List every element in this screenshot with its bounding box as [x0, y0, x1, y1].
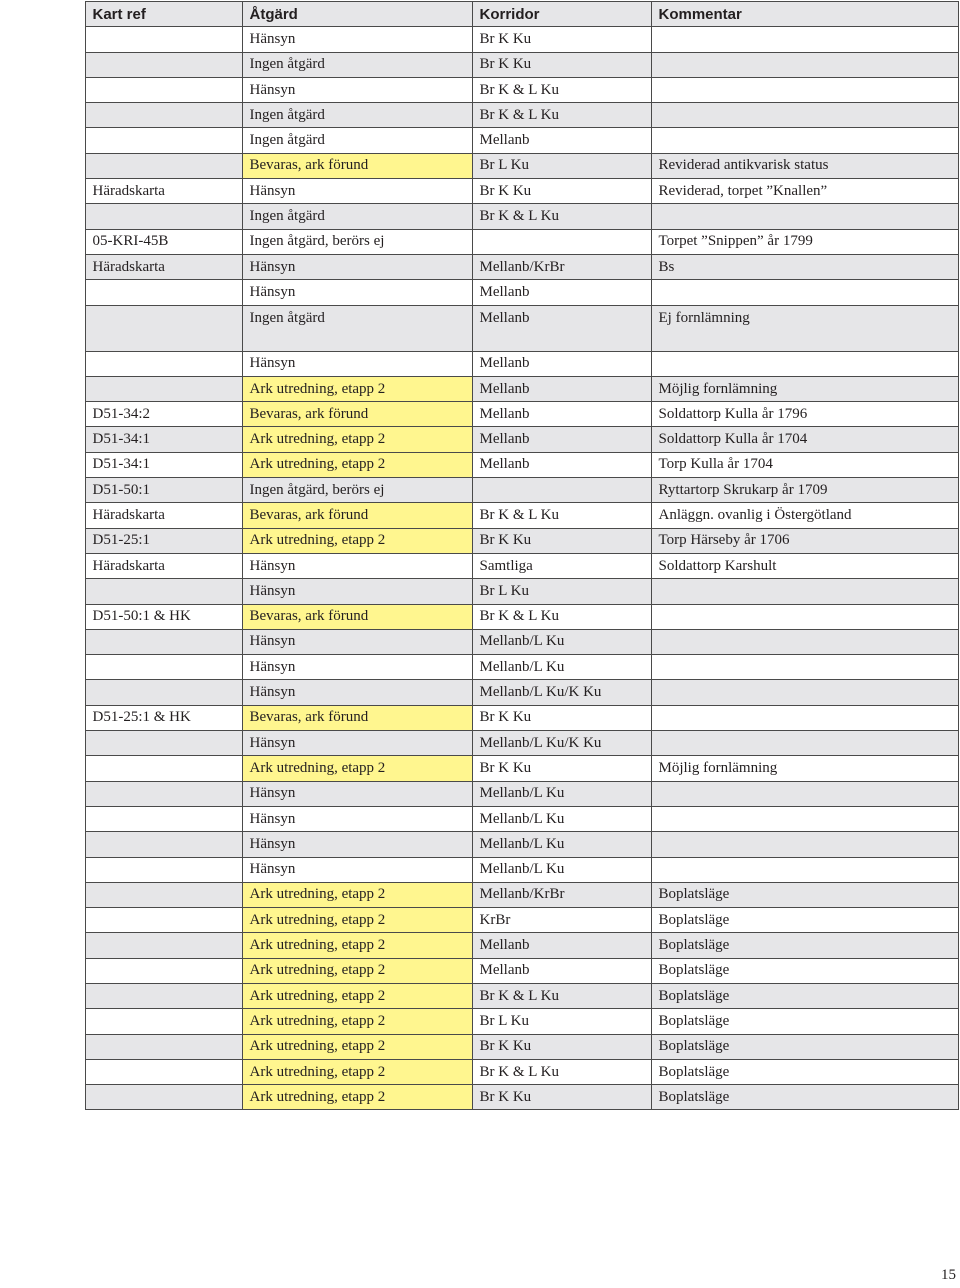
korridor-cell: Mellanb/L Ku	[472, 857, 651, 882]
atgard-cell: Hänsyn	[242, 351, 472, 376]
korridor-cell: Mellanb	[472, 933, 651, 958]
kommentar-cell	[651, 731, 958, 756]
kommentar-cell: Ryttartorp Skrukarp år 1709	[651, 478, 958, 503]
atgard-cell: Ingen åtgärd, berörs ej	[242, 229, 472, 254]
kommentar-cell	[651, 781, 958, 806]
korridor-cell: Br K & L Ku	[472, 503, 651, 528]
table-row	[0, 229, 958, 254]
blank-cell	[0, 204, 85, 229]
kommentar-cell	[651, 629, 958, 654]
kart-ref-cell	[85, 1034, 242, 1059]
table-row	[0, 655, 958, 680]
korridor-cell	[472, 229, 651, 254]
table-row	[0, 280, 958, 305]
blank-cell	[0, 376, 85, 401]
atgard-cell: Hänsyn	[242, 832, 472, 857]
table-row	[0, 153, 958, 178]
table-row	[0, 832, 958, 857]
kart-ref-cell	[85, 77, 242, 102]
atgard-cell: Hänsyn	[242, 254, 472, 279]
kommentar-cell	[651, 857, 958, 882]
blank-cell	[0, 503, 85, 528]
blank-cell	[0, 604, 85, 629]
atgard-cell: Hänsyn	[242, 731, 472, 756]
table-row	[0, 958, 958, 983]
korridor-cell	[472, 478, 651, 503]
atgard-cell: Bevaras, ark förund	[242, 402, 472, 427]
table-row	[0, 705, 958, 730]
kommentar-cell	[651, 280, 958, 305]
atgard-cell: Ark utredning, etapp 2	[242, 376, 472, 401]
atgard-cell: Ingen åtgärd	[242, 305, 472, 351]
table-row	[0, 402, 958, 427]
kommentar-cell: Boplatsläge	[651, 983, 958, 1008]
header-kommentar: Kommentar	[651, 2, 958, 27]
table-row	[0, 604, 958, 629]
kart-ref-cell	[85, 882, 242, 907]
blank-cell	[0, 254, 85, 279]
blank-cell	[0, 655, 85, 680]
header-atgard: Åtgärd	[242, 2, 472, 27]
table-row	[0, 179, 958, 204]
blank-cell	[0, 731, 85, 756]
atgard-cell: Bevaras, ark förund	[242, 503, 472, 528]
table-row	[0, 629, 958, 654]
table-row	[0, 553, 958, 578]
kart-ref-cell	[85, 204, 242, 229]
korridor-cell: Mellanb/L Ku/K Ku	[472, 680, 651, 705]
atgard-cell: Ingen åtgärd, berörs ej	[242, 478, 472, 503]
kart-ref-cell: D51-25:1 & HK	[85, 705, 242, 730]
korridor-cell: Mellanb	[472, 128, 651, 153]
table-body	[0, 27, 958, 1110]
table-row	[0, 882, 958, 907]
korridor-cell: KrBr	[472, 908, 651, 933]
kommentar-cell	[651, 77, 958, 102]
blank-cell	[0, 832, 85, 857]
kommentar-cell: Boplatsläge	[651, 1009, 958, 1034]
table-row	[0, 806, 958, 831]
table-row	[0, 1034, 958, 1059]
table-row	[0, 1009, 958, 1034]
korridor-cell: Mellanb/KrBr	[472, 254, 651, 279]
kart-ref-cell	[85, 27, 242, 52]
kart-ref-cell: D51-34:1	[85, 427, 242, 452]
blank-cell	[0, 958, 85, 983]
kommentar-cell: Soldattorp Karshult	[651, 553, 958, 578]
kommentar-cell: Soldattorp Kulla år 1796	[651, 402, 958, 427]
table-row	[0, 376, 958, 401]
korridor-cell: Br K & L Ku	[472, 77, 651, 102]
korridor-cell: Mellanb/KrBr	[472, 882, 651, 907]
atgard-cell: Hänsyn	[242, 629, 472, 654]
korridor-cell: Mellanb	[472, 376, 651, 401]
korridor-cell: Mellanb/L Ku/K Ku	[472, 731, 651, 756]
kart-ref-cell	[85, 305, 242, 351]
kart-ref-cell	[85, 52, 242, 77]
blank-cell	[0, 983, 85, 1008]
kommentar-cell: Boplatsläge	[651, 1085, 958, 1110]
kart-ref-cell	[85, 781, 242, 806]
kommentar-cell	[651, 27, 958, 52]
korridor-cell: Mellanb	[472, 280, 651, 305]
kart-ref-cell	[85, 1059, 242, 1084]
table-row	[0, 908, 958, 933]
korridor-cell: Mellanb/L Ku	[472, 781, 651, 806]
blank-cell	[0, 452, 85, 477]
reference-table	[0, 1, 959, 1110]
table-row	[0, 528, 958, 553]
blank-cell	[0, 478, 85, 503]
atgard-cell: Ark utredning, etapp 2	[242, 882, 472, 907]
blank-cell	[0, 77, 85, 102]
table-row	[0, 503, 958, 528]
atgard-cell: Ingen åtgärd	[242, 103, 472, 128]
blank-cell	[0, 305, 85, 351]
table-row	[0, 756, 958, 781]
table-row	[0, 254, 958, 279]
table-row	[0, 731, 958, 756]
korridor-cell: Br K & L Ku	[472, 204, 651, 229]
korridor-cell: Br K & L Ku	[472, 103, 651, 128]
korridor-cell: Br L Ku	[472, 153, 651, 178]
kart-ref-cell: D51-25:1	[85, 528, 242, 553]
kommentar-cell: Soldattorp Kulla år 1704	[651, 427, 958, 452]
kart-ref-cell	[85, 128, 242, 153]
kommentar-cell: Boplatsläge	[651, 933, 958, 958]
atgard-cell: Hänsyn	[242, 655, 472, 680]
kommentar-cell: Reviderad antikvarisk status	[651, 153, 958, 178]
kart-ref-cell: 05-KRI-45B	[85, 229, 242, 254]
korridor-cell: Br K Ku	[472, 1034, 651, 1059]
korridor-cell: Mellanb	[472, 351, 651, 376]
blank-cell	[0, 579, 85, 604]
table-row	[0, 1059, 958, 1084]
atgard-cell: Hänsyn	[242, 857, 472, 882]
kart-ref-cell	[85, 579, 242, 604]
blank-cell	[0, 153, 85, 178]
kommentar-cell: Boplatsläge	[651, 1059, 958, 1084]
kommentar-cell: Anläggn. ovanlig i Östergötland	[651, 503, 958, 528]
atgard-cell: Hänsyn	[242, 579, 472, 604]
blank-cell	[0, 27, 85, 52]
korridor-cell: Mellanb/L Ku	[472, 832, 651, 857]
korridor-cell: Mellanb	[472, 958, 651, 983]
kommentar-cell	[651, 604, 958, 629]
blank-cell	[0, 528, 85, 553]
kart-ref-cell	[85, 1009, 242, 1034]
blank-cell	[0, 402, 85, 427]
korridor-cell: Br L Ku	[472, 1009, 651, 1034]
blank-cell	[0, 933, 85, 958]
atgard-cell: Hänsyn	[242, 77, 472, 102]
korridor-cell: Mellanb	[472, 427, 651, 452]
korridor-cell: Br K Ku	[472, 52, 651, 77]
kommentar-cell	[651, 832, 958, 857]
kommentar-cell: Möjlig fornlämning	[651, 376, 958, 401]
kart-ref-cell	[85, 351, 242, 376]
atgard-cell: Hänsyn	[242, 280, 472, 305]
header-kart-ref: Kart ref	[85, 2, 242, 27]
kommentar-cell: Boplatsläge	[651, 1034, 958, 1059]
kommentar-cell	[651, 655, 958, 680]
kommentar-cell	[651, 680, 958, 705]
blank-cell	[0, 629, 85, 654]
kart-ref-cell: Häradskarta	[85, 179, 242, 204]
atgard-cell: Ark utredning, etapp 2	[242, 427, 472, 452]
header-korridor: Korridor	[472, 2, 651, 27]
kart-ref-cell	[85, 908, 242, 933]
kart-ref-cell: Häradskarta	[85, 553, 242, 578]
atgard-cell: Bevaras, ark förund	[242, 705, 472, 730]
kommentar-cell	[651, 128, 958, 153]
atgard-cell: Bevaras, ark förund	[242, 604, 472, 629]
table-row	[0, 933, 958, 958]
kart-ref-cell: D51-34:1	[85, 452, 242, 477]
table-row	[0, 579, 958, 604]
blank-cell	[0, 680, 85, 705]
korridor-cell: Br L Ku	[472, 579, 651, 604]
page-number: 15	[941, 1267, 956, 1283]
kommentar-cell	[651, 579, 958, 604]
table-row	[0, 103, 958, 128]
kart-ref-cell: D51-50:1	[85, 478, 242, 503]
blank-cell	[0, 806, 85, 831]
table-row	[0, 305, 958, 351]
blank-cell	[0, 427, 85, 452]
blank-cell	[0, 179, 85, 204]
atgard-cell: Ark utredning, etapp 2	[242, 1059, 472, 1084]
atgard-cell: Ark utredning, etapp 2	[242, 933, 472, 958]
atgard-cell: Ark utredning, etapp 2	[242, 908, 472, 933]
kart-ref-cell	[85, 280, 242, 305]
atgard-cell: Ark utredning, etapp 2	[242, 756, 472, 781]
table-row	[0, 204, 958, 229]
kommentar-cell	[651, 351, 958, 376]
kommentar-cell: Boplatsläge	[651, 958, 958, 983]
blank-cell	[0, 908, 85, 933]
blank-cell	[0, 351, 85, 376]
header-row	[0, 2, 958, 27]
blank-cell	[0, 781, 85, 806]
table-row	[0, 781, 958, 806]
atgard-cell: Hänsyn	[242, 806, 472, 831]
kommentar-cell	[651, 705, 958, 730]
table-row	[0, 452, 958, 477]
table-row	[0, 478, 958, 503]
blank-cell	[0, 2, 85, 27]
korridor-cell: Mellanb	[472, 452, 651, 477]
kart-ref-cell	[85, 983, 242, 1008]
blank-cell	[0, 756, 85, 781]
kart-ref-cell	[85, 958, 242, 983]
table-row	[0, 52, 958, 77]
blank-cell	[0, 1059, 85, 1084]
kart-ref-cell	[85, 806, 242, 831]
korridor-cell: Br K Ku	[472, 27, 651, 52]
kart-ref-cell	[85, 103, 242, 128]
kommentar-cell	[651, 103, 958, 128]
korridor-cell: Br K Ku	[472, 528, 651, 553]
atgard-cell: Hänsyn	[242, 553, 472, 578]
atgard-cell: Hänsyn	[242, 781, 472, 806]
atgard-cell: Ark utredning, etapp 2	[242, 1034, 472, 1059]
kart-ref-cell: Häradskarta	[85, 254, 242, 279]
table-row	[0, 680, 958, 705]
atgard-cell: Ark utredning, etapp 2	[242, 528, 472, 553]
table-row	[0, 427, 958, 452]
korridor-cell: Samtliga	[472, 553, 651, 578]
korridor-cell: Br K & L Ku	[472, 983, 651, 1008]
korridor-cell: Mellanb/L Ku	[472, 806, 651, 831]
kommentar-cell: Boplatsläge	[651, 908, 958, 933]
blank-cell	[0, 280, 85, 305]
blank-cell	[0, 128, 85, 153]
table-row	[0, 351, 958, 376]
kart-ref-cell	[85, 376, 242, 401]
table-row	[0, 77, 958, 102]
kart-ref-cell	[85, 629, 242, 654]
korridor-cell: Mellanb/L Ku	[472, 655, 651, 680]
blank-cell	[0, 882, 85, 907]
blank-cell	[0, 1085, 85, 1110]
korridor-cell: Br K & L Ku	[472, 604, 651, 629]
table-row	[0, 27, 958, 52]
atgard-cell: Ark utredning, etapp 2	[242, 1085, 472, 1110]
table-row	[0, 1085, 958, 1110]
kart-ref-cell	[85, 1085, 242, 1110]
atgard-cell: Ark utredning, etapp 2	[242, 452, 472, 477]
kart-ref-cell: D51-50:1 & HK	[85, 604, 242, 629]
kart-ref-cell	[85, 857, 242, 882]
kommentar-cell: Bs	[651, 254, 958, 279]
kommentar-cell: Ej fornlämning	[651, 305, 958, 351]
kart-ref-cell: D51-34:2	[85, 402, 242, 427]
table-row	[0, 857, 958, 882]
korridor-cell: Br K Ku	[472, 1085, 651, 1110]
atgard-cell: Ark utredning, etapp 2	[242, 983, 472, 1008]
atgard-cell: Hänsyn	[242, 179, 472, 204]
kommentar-cell: Reviderad, torpet ”Knallen”	[651, 179, 958, 204]
korridor-cell: Br K & L Ku	[472, 1059, 651, 1084]
table-row	[0, 128, 958, 153]
blank-cell	[0, 553, 85, 578]
blank-cell	[0, 52, 85, 77]
atgard-cell: Bevaras, ark förund	[242, 153, 472, 178]
blank-cell	[0, 1009, 85, 1034]
kommentar-cell: Torp Kulla år 1704	[651, 452, 958, 477]
kommentar-cell: Möjlig fornlämning	[651, 756, 958, 781]
kommentar-cell: Torpet ”Snippen” år 1799	[651, 229, 958, 254]
atgard-cell: Ingen åtgärd	[242, 52, 472, 77]
korridor-cell: Br K Ku	[472, 179, 651, 204]
korridor-cell: Mellanb	[472, 402, 651, 427]
blank-cell	[0, 229, 85, 254]
atgard-cell: Hänsyn	[242, 27, 472, 52]
table-row	[0, 983, 958, 1008]
korridor-cell: Br K Ku	[472, 756, 651, 781]
korridor-cell: Mellanb/L Ku	[472, 629, 651, 654]
kart-ref-cell: Häradskarta	[85, 503, 242, 528]
atgard-cell: Ark utredning, etapp 2	[242, 1009, 472, 1034]
kart-ref-cell	[85, 756, 242, 781]
atgard-cell: Hänsyn	[242, 680, 472, 705]
kart-ref-cell	[85, 933, 242, 958]
blank-cell	[0, 103, 85, 128]
kart-ref-cell	[85, 731, 242, 756]
kommentar-cell: Boplatsläge	[651, 882, 958, 907]
korridor-cell: Br K Ku	[472, 705, 651, 730]
kommentar-cell: Torp Härseby år 1706	[651, 528, 958, 553]
korridor-cell: Mellanb	[472, 305, 651, 351]
kart-ref-cell	[85, 655, 242, 680]
atgard-cell: Ark utredning, etapp 2	[242, 958, 472, 983]
blank-cell	[0, 857, 85, 882]
blank-cell	[0, 1034, 85, 1059]
atgard-cell: Ingen åtgärd	[242, 128, 472, 153]
kart-ref-cell	[85, 680, 242, 705]
kommentar-cell	[651, 204, 958, 229]
kart-ref-cell	[85, 153, 242, 178]
kommentar-cell	[651, 52, 958, 77]
kart-ref-cell	[85, 832, 242, 857]
blank-cell	[0, 705, 85, 730]
kommentar-cell	[651, 806, 958, 831]
atgard-cell: Ingen åtgärd	[242, 204, 472, 229]
